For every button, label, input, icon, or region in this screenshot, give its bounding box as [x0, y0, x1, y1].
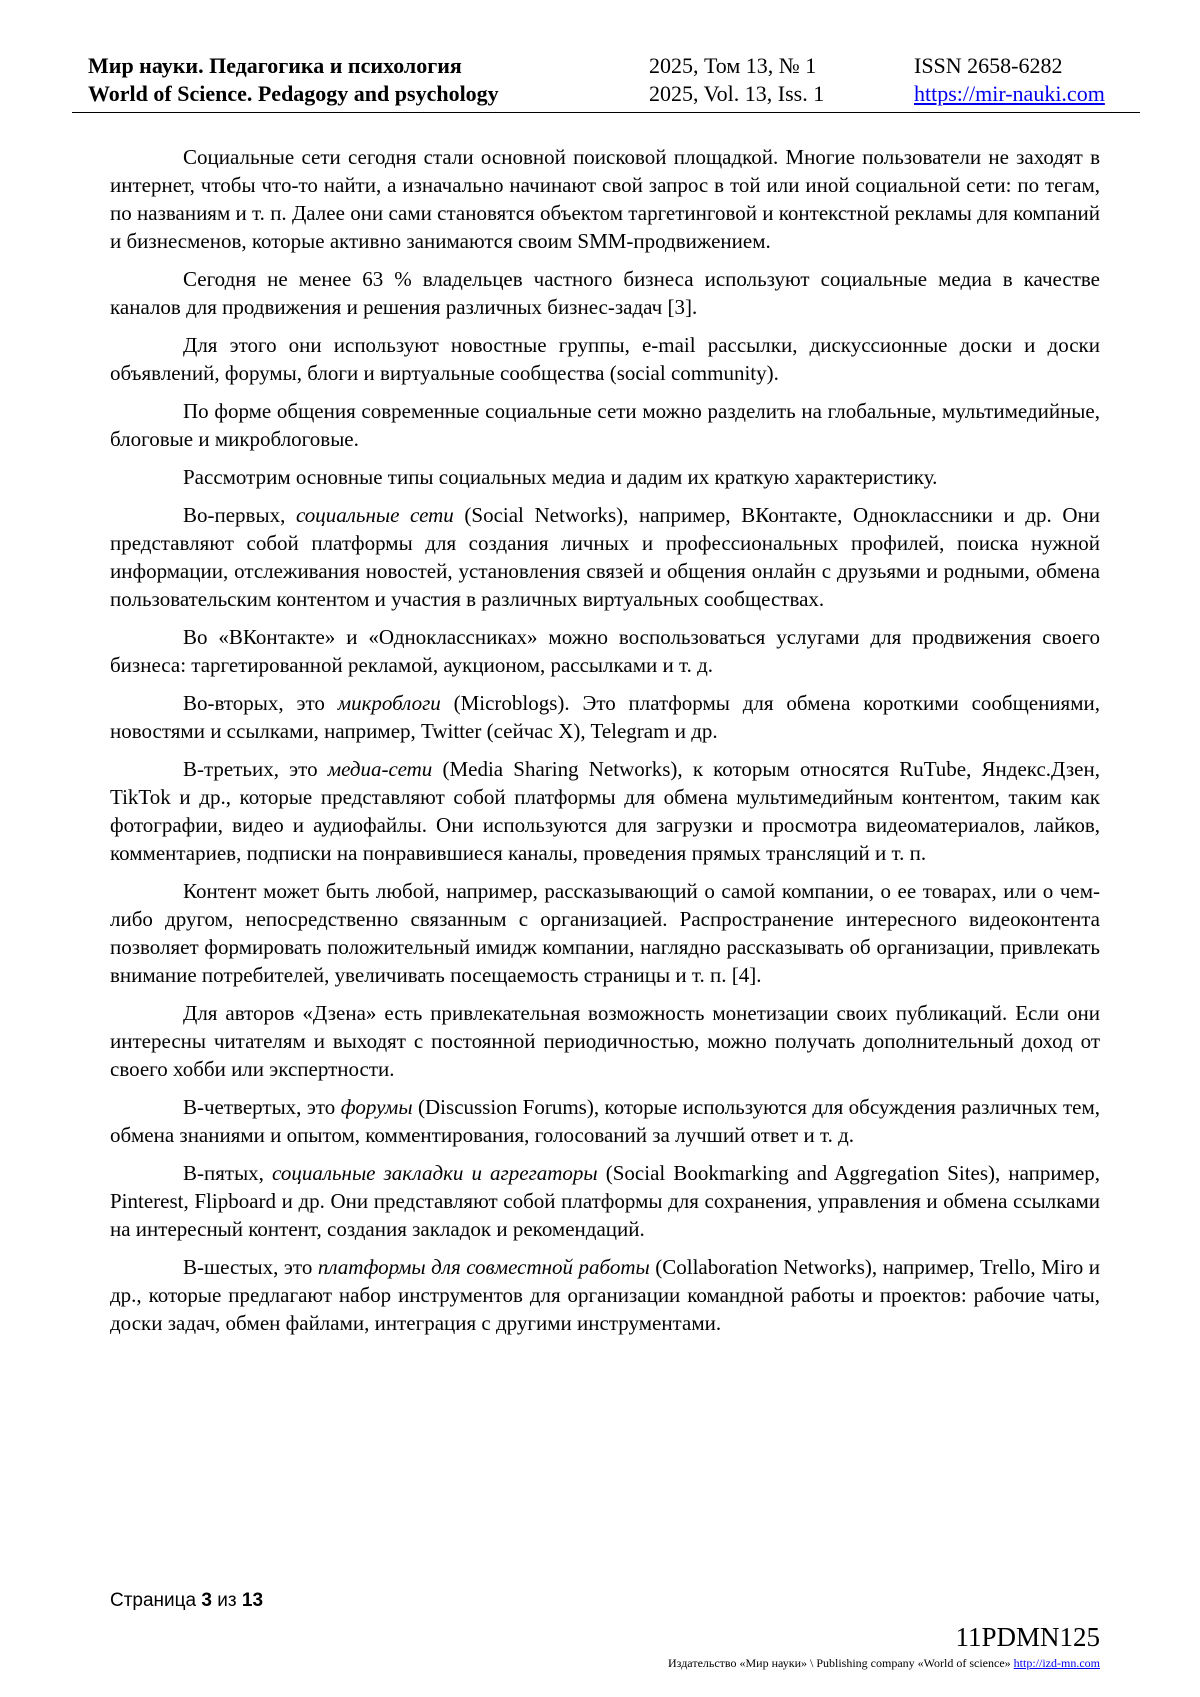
page-total: 13: [241, 1590, 264, 1611]
paragraph: По форме общения современные социальные сети можно разделить на глобальные, мультимедийные, блоговые и микроблоговые.: [110, 399, 1100, 451]
emphasis: медиа-сети: [327, 757, 433, 781]
article-code: 11PDMN125: [955, 1622, 1100, 1652]
emphasis: социальные закладки и агрегаторы: [272, 1161, 598, 1185]
article-body: [110, 143, 1100, 1347]
emphasis: форумы: [340, 1095, 413, 1119]
paragraph: В-третьих, это медиа-сети (Media Sharing Networks), к которым относятся RuTube, Яндекс.Дзен, TikTok и др., которые представляют собой платформы для обмена мультимедийным контентом, таким как фотографии, видео и аудиофайлы. Они используются для загрузки и просмотра видеоматериалов, лайков, комментариев, подписки на понравившиеся каналы, проведения прямых трансляций и т. п.: [110, 757, 1100, 865]
page-number: 3: [201, 1590, 212, 1611]
journal-title-en: World of Science. Pedagogy and psychology: [88, 81, 499, 106]
issue-en: 2025, Vol. 13, Iss. 1: [649, 81, 825, 106]
paragraph: В-четвертых, это форумы (Discussion Forums), которые используются для обсуждения различных тем, обмена знаниями и опытом, комментирования, голосований за лучший ответ и т. д.: [110, 1095, 1100, 1147]
paragraph: Социальные сети сегодня стали основной поисковой площадкой. Многие пользователи не заходят в интернет, чтобы что-то найти, а изначально начинают свой запрос в той или иной социальной сети: по тегам, по названиям и т. п. Далее они сами становятся объектом таргетинговой и контекстной рекламы для компаний и бизнесменов, которые активно занимаются своим SMM-продвижением.: [110, 145, 1100, 253]
publisher-link[interactable]: http://izd-mn.com: [1013, 1656, 1100, 1670]
emphasis: микроблоги: [337, 691, 441, 715]
paragraph: Для авторов «Дзена» есть привлекательная возможность монетизации своих публикаций. Если они интересны читателям и выходят с постоянной периодичностью, можно получать дополнительный доход от своего хобби или экспертности.: [110, 1001, 1100, 1081]
journal-title-ru: Мир науки. Педагогика и психология: [88, 53, 462, 78]
page-counter: Страница 3 из 13: [110, 1590, 264, 1611]
emphasis: платформы для совместной работы: [317, 1255, 650, 1279]
paragraph: В-шестых, это платформы для совместной работы (Collaboration Networks), например, Trello, Miro и др., которые предлагают набор инструментов для организации командной работы и проектов: рабочие чаты, доски задач, обмен файлами, интеграция с другими инструментами.: [110, 1255, 1100, 1335]
paragraph: Во-первых, социальные сети (Social Networks), например, ВКонтакте, Одноклассники и др. Они представляют собой платформы для создания личных и профессиональных профилей, поиска нужной информации, отслеживания новостей, установления связей и общения онлайн с друзьями и родными, обмена пользовательским контентом и участия в различных виртуальных сообществах.: [110, 503, 1100, 611]
issn: ISSN 2658-6282: [914, 53, 1063, 78]
paragraph: Контент может быть любой, например, рассказывающий о самой компании, о ее товарах, или о чем-либо другом, непосредственно связанным с организацией. Распространение интересного видеоконтента позволяет формировать положительный имидж компании, наглядно рассказывать об организации, привлекать внимание потребителей, увеличивать посещаемость страницы и т. п. [4].: [110, 879, 1100, 987]
issue-ru: 2025, Том 13, № 1: [649, 53, 817, 78]
paragraph: Для этого они используют новостные группы, e-mail рассылки, дискуссионные доски и доски объявлений, форумы, блоги и виртуальные сообщества (social community).: [110, 333, 1100, 385]
paragraph: Рассмотрим основные типы социальных медиа и дадим их краткую характеристику.: [183, 465, 938, 489]
paragraph: Сегодня не менее 63 % владельцев частного бизнеса используют социальные медиа в качестве каналов для продвижения и решения различных бизнес-задач [3].: [110, 267, 1100, 319]
paragraph: Во «ВКонтакте» и «Одноклассниках» можно воспользоваться услугами для продвижения своего бизнеса: таргетированной рекламой, аукционом, рассылками и т. д.: [110, 625, 1100, 677]
journal-site-link[interactable]: https://mir-nauki.com: [914, 81, 1105, 106]
publisher-line: Издательство «Мир науки» \ Publishing company «World of science» http://izd-mn.com: [668, 1656, 1100, 1670]
emphasis: социальные сети: [295, 503, 454, 527]
paragraph: В-пятых, социальные закладки и агрегаторы (Social Bookmarking and Aggregation Sites), например, Pinterest, Flipboard и др. Они представляют собой платформы для сохранения, управления и обмена ссылками на интересный контент, создания закладок и рекомендаций.: [110, 1161, 1100, 1241]
paragraph: Во-вторых, это микроблоги (Microblogs). Это платформы для обмена короткими сообщениями, новостями и ссылками, например, Twitter (сейчас X), Telegram и др.: [110, 691, 1100, 743]
header-divider: [72, 112, 1140, 113]
